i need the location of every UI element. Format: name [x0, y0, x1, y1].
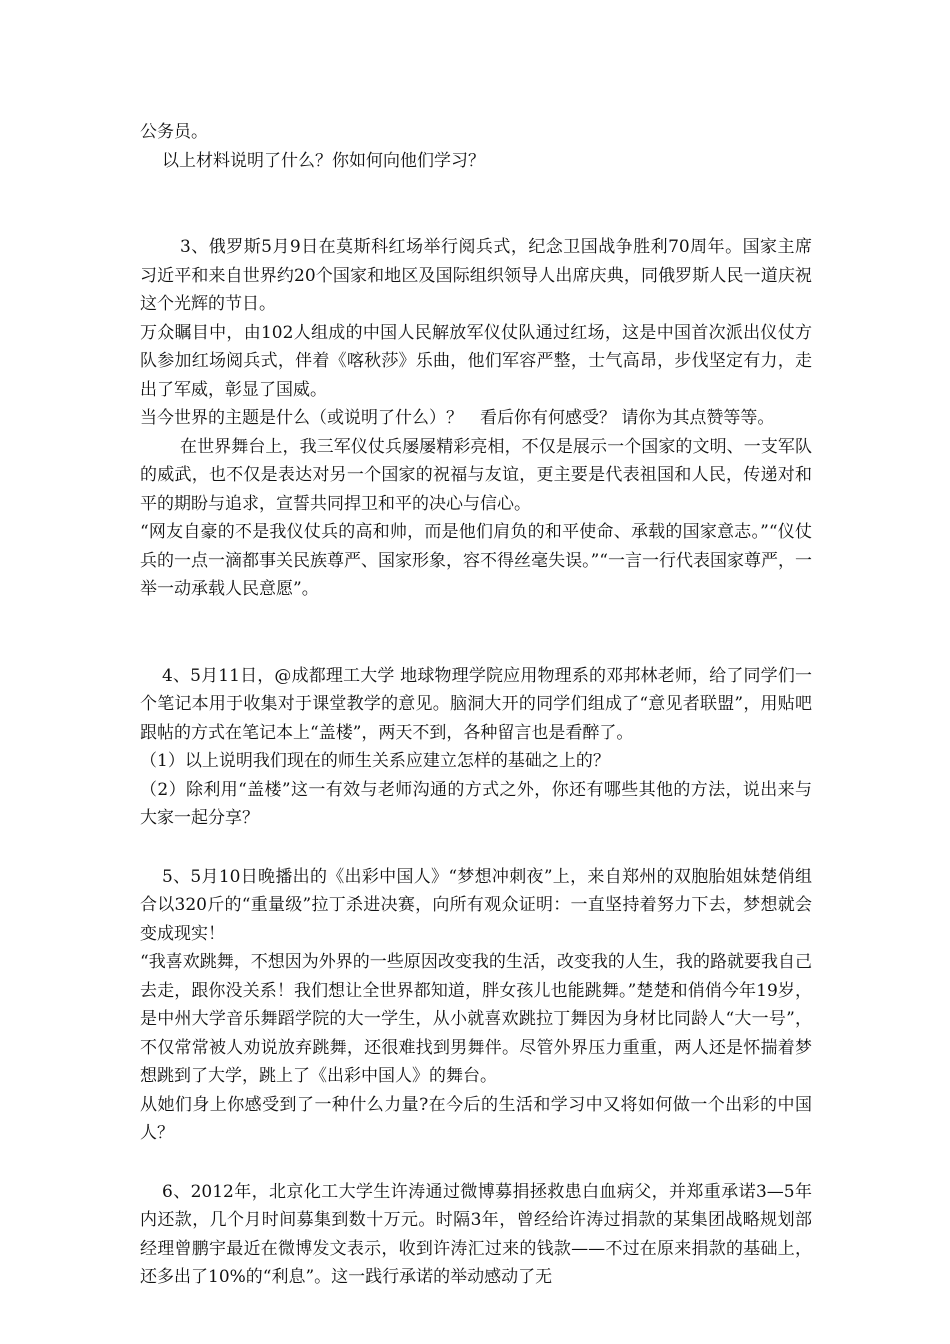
- intro-question: 以上材料说明了什么？你如何向他们学习？: [162, 150, 485, 171]
- item4-question-2: （2）除利用“盖楼”这一有效与老师沟通的方式之外，你还有哪些其他的方法，说出来与大家一起分享？: [140, 779, 812, 828]
- item3-paragraph-2: 万众瞩目中，由102人组成的中国人民解放军仪仗队通过红场，这是中国首次派出仪仗方队参加红场阅兵式，伴着《喀秋莎》乐曲，他们军容严整，士气高昂，步伐坚定有力，走出了军威，彰显了国威。: [140, 322, 812, 400]
- spacer: [140, 833, 812, 863]
- item3-answer-2: “网友自豪的不是我仪仗兵的高和帅，而是他们肩负的和平使命、承载的国家意志。”“仪仗兵的一点一滴都事关民族尊严、国家形象，容不得丝毫失误。”“一言一行代表国家尊严，一举一动承载人民意愿”。: [140, 522, 812, 599]
- item3-question: 当今世界的主题是什么（或说明了什么）？ 看后你有何感受？ 请你为其点赞等等。: [140, 408, 775, 428]
- spacer: [140, 1148, 812, 1178]
- spacer: [140, 175, 812, 233]
- item5-paragraph-1: 5、5月10日晚播出的《出彩中国人》“梦想冲刺夜”上，来自郑州的双胞胎姐妹楚俏组合以320斤的“重量级”拉丁杀进决赛，向所有观众证明：一直坚持着努力下去，梦想就会变成现实！: [140, 866, 812, 944]
- item3-paragraph-1: 3、俄罗斯5月9日在莫斯科红场举行阅兵式，纪念卫国战争胜利70周年。国家主席习近平和来自世界约20个国家和地区及国际组织领导人出席庆典，同俄罗斯人民一道庆祝这个光辉的节日。: [140, 237, 812, 314]
- item5-question: 从她们身上你感受到了一种什么力量?在今后的生活和学习中又将如何做一个出彩的中国人？: [140, 1094, 812, 1143]
- item4-paragraph-1: 4、5月11日，@成都理工大学 地球物理学院应用物理系的邓邦林老师，给了同学们一个笔记本用于收集对于课堂教学的意见。脑洞大开的同学们组成了“意见者联盟”，用贴吧跟帖的方式在笔记本上“盖楼”，两天不到，各种留言也是看醉了。: [140, 665, 812, 743]
- spacer: [140, 604, 812, 662]
- item3-answer-1: 在世界舞台上，我三军仪仗兵屡屡精彩亮相，不仅是展示一个国家的文明、一支军队的威武，也不仅是表达对另一个国家的祝福与友谊，更主要是代表祖国和人民，传递对和平的期盼与追求，宣誓共同捍卫和平的决心与信心。: [140, 436, 812, 514]
- document-page: [140, 118, 812, 1292]
- item4-question-1: （1）以上说明我们现在的师生关系应建立怎样的基础之上的？: [140, 751, 610, 771]
- item6-paragraph-1: 6、2012年，北京化工大学生许涛通过微博募捐拯救患白血病父，并郑重承诺3—5年内还款，几个月时间募集到数十万元。时隔3年，曾经给许涛过捐款的某集团战略规划部经理曾鹏宇最近在微博发文表示，收到许涛汇过来的钱款——不过在原来捐款的基础上，还多出了10%的“利息”。这一践行承诺的举动感动了无: [140, 1181, 812, 1287]
- intro-tail: 公务员。: [140, 122, 208, 142]
- item5-paragraph-2: “我喜欢跳舞，不想因为外界的一些原因改变我的生活，改变我的人生，我的路就要我自己去走，跟你没关系！我们想让全世界都知道，胖女孩儿也能跳舞。”楚楚和俏俏今年19岁，是中州大学音乐舞蹈学院的大一学生，从小就喜欢跳拉丁舞因为身材比同龄人“大一号”，不仅常常被人劝说放弃跳舞，还很难找到男舞伴。尽管外界压力重重，两人还是怀揣着梦想跳到了大学，跳上了《出彩中国人》的舞台。: [140, 952, 812, 1086]
